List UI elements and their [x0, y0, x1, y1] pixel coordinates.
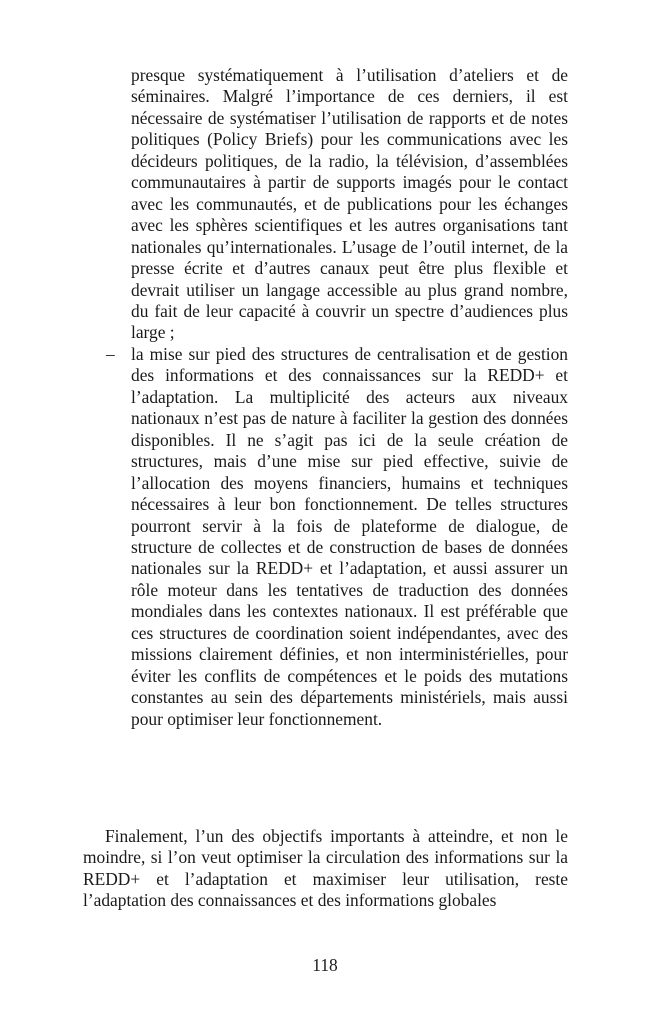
body-paragraph: Finalement, l’un des objectifs importants à atteindre, et non le moindre, si l’on veut optimiser la circulation des informations sur la REDD+ et l’adaptation et maximiser leur utilisation, reste l’adaptation des connaissances et des informations globales — [83, 826, 568, 911]
list-item — [106, 343, 568, 730]
list-item-text: la mise sur pied des structures de centralisation et de gestion des informations et des connaissances sur la REDD+ et l’adaptation. La multiplicité des acteurs aux niveaux nationaux n’est pas de nature à faciliter la gestion des données disponibles. Il ne s’agit pas ici de la seule création de structures, mais d’une mise sur pied effective, suivie de l’allocation des moyens financiers, humains et techniques nécessaires à leur bon fonctionnement. De telles structures pourront servir à la fois de plateforme de dialogue, de structure de collectes et de construction de bases de données nationales sur la REDD+ et l’adaptation, et aussi assurer un rôle moteur dans les tentatives de traduction des données mondiales dans les contextes nationaux. Il est préférable que ces structures de coordination soient indépendantes, avec des missions clairement définies, et non interministérielles, pour éviter les conflits de compétences et le poids des mutations constantes au sein des départements ministériels, mais aussi pour optimiser leur fonctionnement. — [131, 343, 568, 729]
dash-bullet: – — [106, 343, 115, 364]
bullet-list — [106, 65, 568, 730]
list-item-continued: presque systématiquement à l’utilisation d’ateliers et de séminaires. Malgré l’importance de ces derniers, il est nécessaire de systématiser l’utilisation de rapports et de notes politiques (Policy Briefs) pour les communications avec les décideurs politiques, de la radio, la télévision, d’assemblées communautaires à partir de supports imagés pour le contact avec les communautés, et de publications pour les échanges avec les sphères scientifiques et les autres organisations tant nationales qu’internationales. L’usage de l’outil internet, de la presse écrite et d’autres canaux peut être plus flexible et devrait utiliser un langage accessible au plus grand nombre, du fait de leur capacité à couvrir un spectre d’audiences plus large ; — [131, 65, 568, 343]
page-number: 118 — [312, 955, 338, 975]
